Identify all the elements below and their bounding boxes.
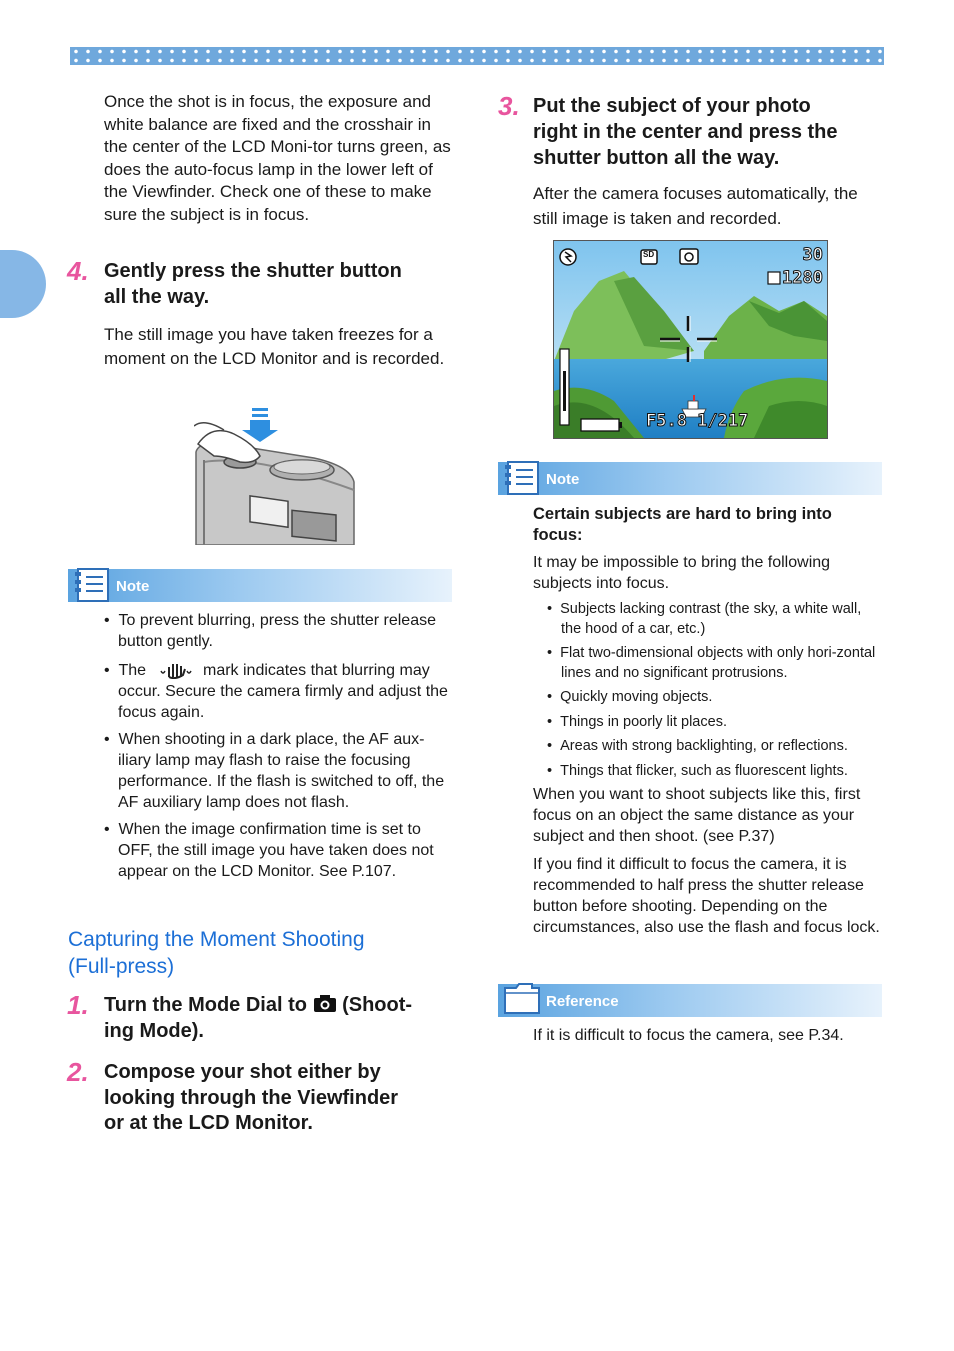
step-4-number: 4. bbox=[67, 256, 89, 286]
note-item: • Things in poorly lit places. bbox=[547, 713, 727, 730]
note-item: • Flat two-dimensional objects with only hori-zontal lines and no significant protrusions. bbox=[547, 645, 876, 681]
step-2-title: Compose your shot either by looking through the Viewfinder or at the LCD Monitor. bbox=[104, 1061, 399, 1134]
camera-mode-icon bbox=[313, 994, 337, 1012]
camera-shake-icon bbox=[151, 661, 199, 677]
step-3-description: After the camera focuses automatically, the still image is taken and recorded. bbox=[533, 184, 858, 228]
step-4-description: The still image you have taken freezes for a moment on the LCD Monitor and is recorded. bbox=[104, 325, 445, 368]
step-4-title-line1: Gently press the shutter button bbox=[104, 260, 402, 282]
note-list-left bbox=[104, 610, 454, 882]
lcd-image-size: 1280 bbox=[782, 268, 823, 288]
note-item: • The mark indicates that blurring may occur. Secure the camera firmly and adjust the focus again. bbox=[104, 662, 448, 721]
note-item: • When shooting in a dark place, the AF aux-iliary lamp may flash to raise the focusing performance. If the flash is switched to off, the AF auxiliary lamp does not flash. bbox=[104, 731, 445, 811]
note-heading: Certain subjects are hard to bring into focus: bbox=[533, 505, 832, 544]
note-intro: It may be impossible to bring the following subjects into focus. bbox=[533, 554, 831, 592]
step-2-number: 2. bbox=[67, 1057, 89, 1087]
reference-text: If it is difficult to focus the camera, see P.34. bbox=[533, 1027, 844, 1044]
step-3-title: Put the subject of your photo right in the center and press the shutter button all the way. bbox=[533, 95, 838, 169]
note-label: Note bbox=[546, 471, 580, 488]
note-item: • Areas with strong backlighting, or reflections. bbox=[547, 738, 848, 754]
note-item: • Quickly moving objects. bbox=[547, 689, 713, 705]
note-item: • When the image confirmation time is set to OFF, the still image you have taken does not appear on the LCD Monitor. See P.107. bbox=[104, 821, 434, 880]
note-bar-right bbox=[498, 462, 882, 495]
note-list-right bbox=[533, 600, 883, 781]
lcd-aperture-shutter: F5.8 1/217 bbox=[646, 411, 749, 431]
reference-bar bbox=[498, 984, 882, 1017]
shutter-press-illustration bbox=[194, 404, 356, 545]
step-1-number: 1. bbox=[67, 990, 89, 1020]
lcd-remaining-shots: 30 bbox=[802, 245, 823, 265]
note-paragraph-1: When you want to shoot subjects like this, first focus on an object the same distance as your subject and then shoot. (see P.37) bbox=[533, 786, 861, 845]
lcd-sd-indicator: SD bbox=[643, 250, 655, 259]
header-dotted-bar bbox=[70, 47, 884, 65]
reference-label: Reference bbox=[546, 993, 619, 1010]
section-heading: Capturing the Moment Shooting (Full-press) bbox=[68, 928, 365, 978]
step-4-title bbox=[104, 259, 464, 310]
intro-paragraph: Once the shot is in focus, the exposure and white balance are fixed and the crosshair in the center of the LCD Moni-tor turns green, as does the auto-focus lamp in the lower left of the Viewfinder. Check one of these to make sure the subject is in focus. bbox=[104, 92, 451, 224]
step-1-title: Turn the Mode Dial to (Shoot- ing Mode). bbox=[104, 994, 413, 1042]
lcd-monitor-image bbox=[553, 240, 828, 439]
step-4-title-line2: all the way. bbox=[104, 285, 210, 308]
note-item: • Subjects lacking contrast (the sky, a white wall, the hood of a car, etc.) bbox=[547, 601, 862, 637]
note-item: • Things that flicker, such as fluorescent lights. bbox=[547, 762, 848, 779]
note-paragraph-2: If you find it difficult to focus the camera, it is recommended to half press the shutter release button before shooting. Depending on the circumstances, also use the flash and focus lock. bbox=[533, 856, 880, 936]
note-content-right bbox=[533, 504, 883, 938]
step-3-number: 3. bbox=[498, 91, 520, 121]
folder-icon bbox=[502, 978, 542, 1016]
note-item: • To prevent blurring, press the shutter release button gently. bbox=[104, 612, 436, 650]
note-bar-left bbox=[68, 569, 452, 602]
chapter-tab bbox=[0, 250, 46, 318]
note-label: Note bbox=[116, 578, 150, 595]
note-icon bbox=[502, 459, 542, 497]
note-icon bbox=[72, 566, 112, 604]
